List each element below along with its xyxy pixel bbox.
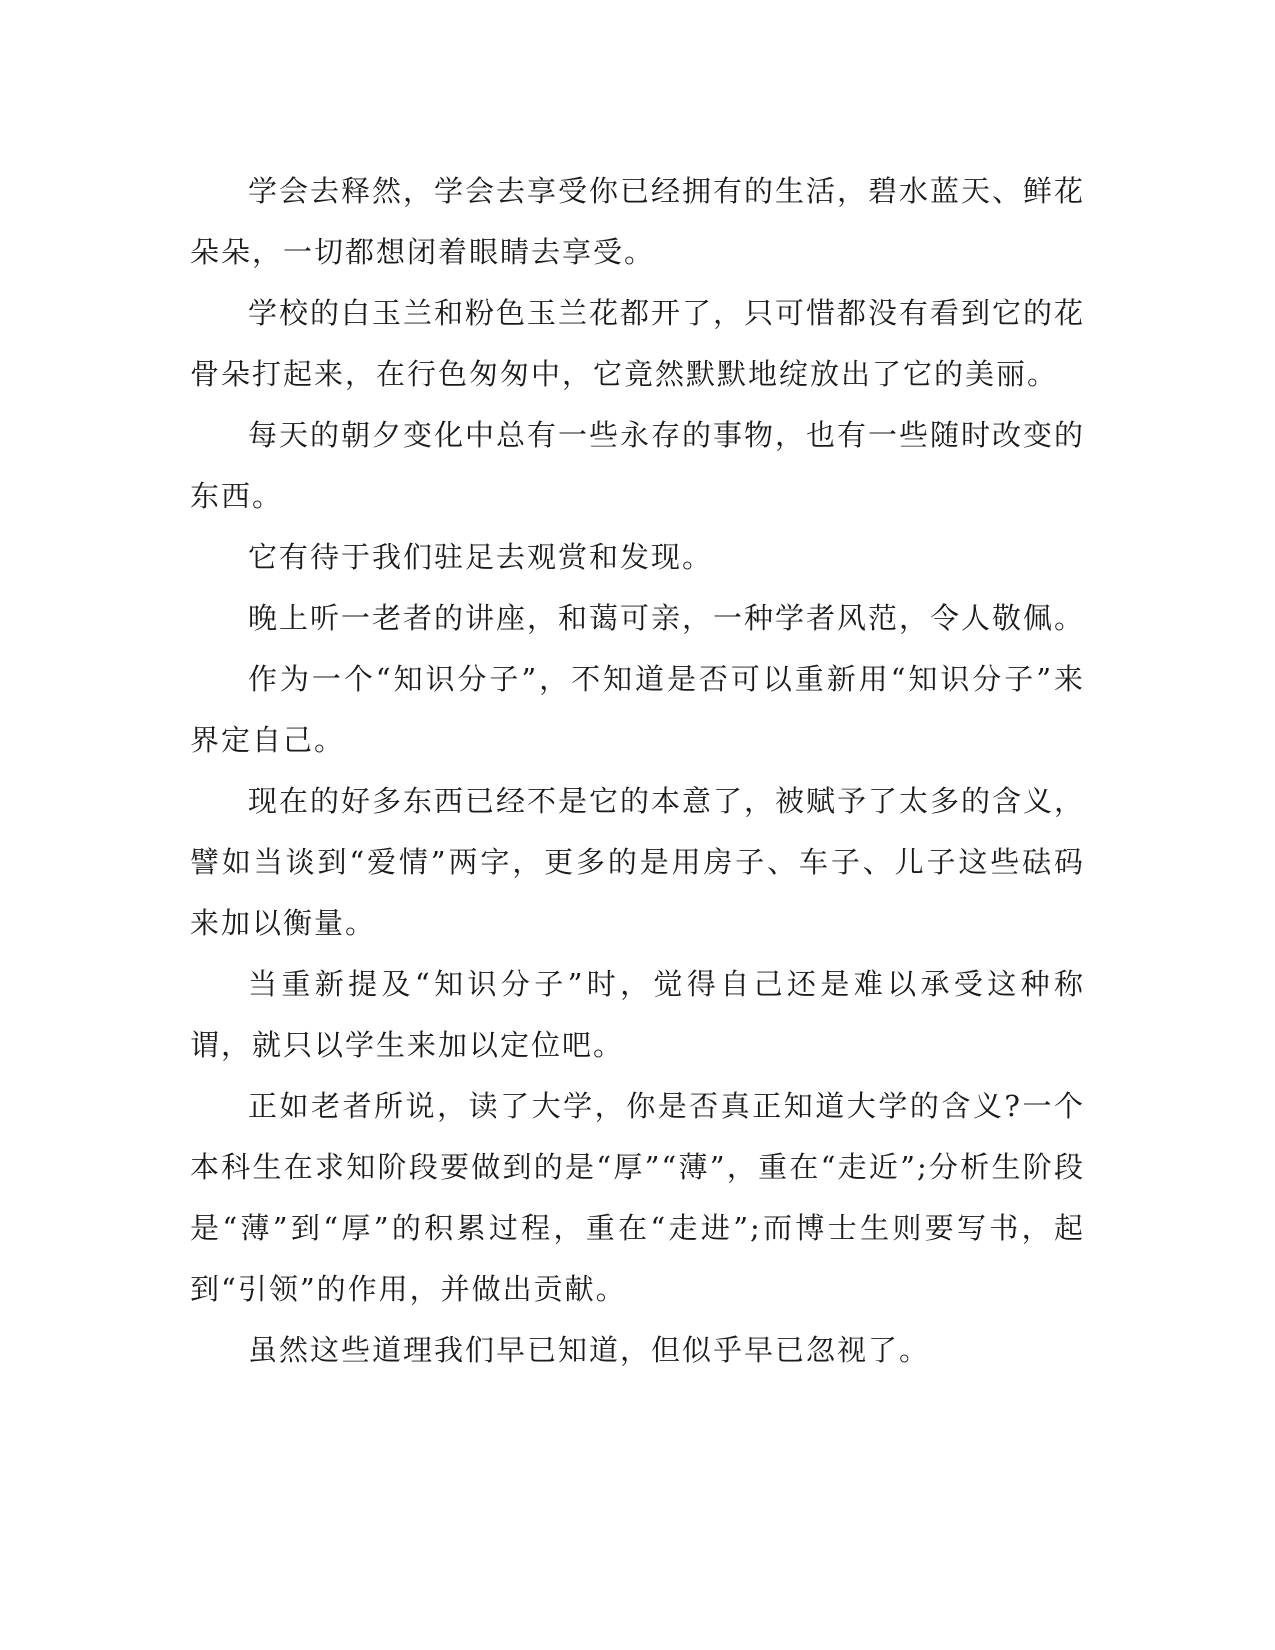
paragraph-7: 现在的好多东西已经不是它的本意了，被赋予了太多的含义，譬如当谈到“爱情”两字，更多的是用房子、车子、儿子这些砝码来加以衡量。 <box>190 784 1086 940</box>
paragraph-6: 作为一个“知识分子”，不知道是否可以重新用“知识分子”来界定自己。 <box>190 662 1085 757</box>
paragraph-4: 它有待于我们驻足去观赏和发现。 <box>248 540 714 574</box>
paragraph-3: 每天的朝夕变化中总有一些永存的事物，也有一些随时改变的东西。 <box>190 418 1086 513</box>
paragraph-2: 学校的白玉兰和粉色玉兰花都开了，只可惜都没有看到它的花骨朵打起来，在行色匆匆中，它竟然默默地绽放出了它的美丽。 <box>190 296 1086 391</box>
paragraph-10: 虽然这些道理我们早已知道，但似乎早已忽视了。 <box>248 1333 931 1367</box>
paragraph-5: 晚上听一老者的讲座，和蔼可亲，一种学者风范，令人敬佩。 <box>248 601 1086 635</box>
paragraph-1: 学会去释然，学会去享受你已经拥有的生活，碧水蓝天、鲜花朵朵，一切都想闭着眼睛去享受。 <box>190 174 1086 269</box>
document-body <box>190 161 1085 1381</box>
paragraph-8: 当重新提及“知识分子”时，觉得自己还是难以承受这种称谓，就只以学生来加以定位吧。 <box>190 967 1085 1062</box>
paragraph-9: 正如老者所说，读了大学，你是否真正知道大学的含义?一个本科生在求知阶段要做到的是“厚”“薄”，重在“走近”;分析生阶段是“薄”到“厚”的积累过程，重在“走进”;而博士生则要写书，起到“引领”的作用，并做出贡献。 <box>190 1089 1085 1306</box>
